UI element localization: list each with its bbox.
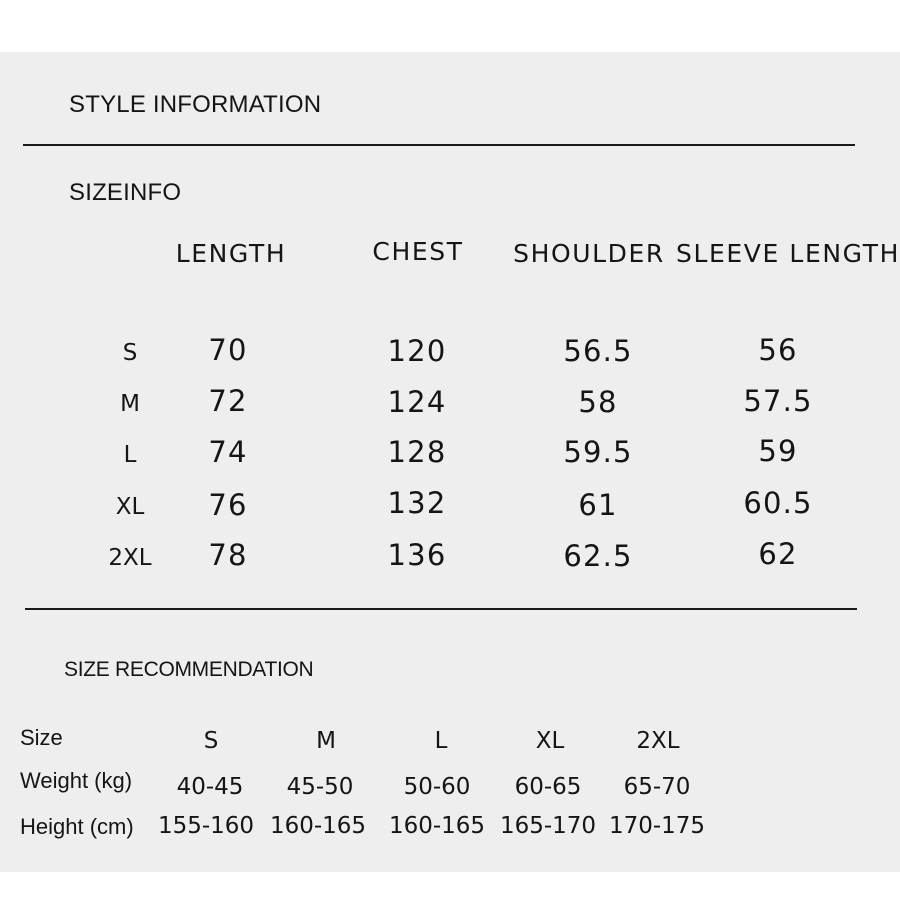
recommendation-cell: 170-175 bbox=[608, 813, 706, 839]
column-header-chest: CHEST bbox=[372, 237, 464, 266]
size-label-l: L bbox=[123, 442, 137, 468]
table-cell: 58 bbox=[578, 385, 618, 419]
column-header-sleeve-length: SLEEVE LENGTH bbox=[675, 239, 900, 268]
column-header-length: LENGTH bbox=[175, 239, 287, 268]
size-label-m: M bbox=[120, 391, 140, 417]
table-cell: 76 bbox=[208, 488, 248, 522]
table-cell: 128 bbox=[387, 435, 447, 469]
recommendation-cell: S bbox=[203, 728, 219, 754]
recommendation-cell: 160-165 bbox=[269, 813, 367, 839]
table-cell: 70 bbox=[208, 333, 248, 367]
recommendation-cell: M bbox=[316, 728, 336, 754]
table-cell: 124 bbox=[387, 385, 447, 419]
table-cell: 59 bbox=[758, 434, 798, 468]
recommendation-cell: 2XL bbox=[636, 728, 680, 754]
recommendation-cell: XL bbox=[535, 728, 565, 754]
table-cell: 132 bbox=[387, 486, 447, 520]
size-label-xl: XL bbox=[115, 494, 145, 520]
recommendation-cell: 40-45 bbox=[176, 774, 244, 800]
size-label-2xl: 2XL bbox=[108, 545, 152, 571]
table-cell: 120 bbox=[387, 334, 447, 368]
table-cell: 72 bbox=[208, 384, 248, 418]
table-cell: 56.5 bbox=[563, 334, 633, 368]
middle-divider bbox=[25, 608, 857, 610]
table-cell: 78 bbox=[208, 538, 248, 572]
recommendation-row-label-weight: Weight (kg) bbox=[20, 768, 133, 793]
recommendation-cell: L bbox=[434, 728, 448, 754]
table-cell: 74 bbox=[208, 435, 248, 469]
recommendation-cell: 160-165 bbox=[388, 813, 486, 839]
table-cell: 57.5 bbox=[743, 384, 813, 418]
recommendation-cell: 155-160 bbox=[157, 813, 255, 839]
recommendation-cell: 165-170 bbox=[499, 813, 597, 839]
column-header-shoulder: SHOULDER bbox=[513, 239, 665, 268]
size-recommendation-title: SIZE RECOMMENDATION bbox=[64, 658, 314, 681]
recommendation-cell: 50-60 bbox=[403, 774, 471, 800]
page-title: STYLE INFORMATION bbox=[69, 91, 322, 118]
table-cell: 59.5 bbox=[563, 435, 633, 469]
table-cell: 62.5 bbox=[563, 539, 633, 573]
recommendation-row-label-size: Size bbox=[20, 725, 63, 750]
recommendation-row-label-height: Height (cm) bbox=[20, 814, 134, 839]
table-cell: 60.5 bbox=[743, 486, 813, 520]
recommendation-cell: 60-65 bbox=[514, 774, 582, 800]
table-cell: 61 bbox=[578, 488, 618, 522]
table-cell: 136 bbox=[387, 538, 447, 572]
table-cell: 62 bbox=[758, 537, 798, 571]
table-cell: 56 bbox=[758, 333, 798, 367]
size-label-s: S bbox=[122, 340, 138, 366]
recommendation-cell: 45-50 bbox=[286, 774, 354, 800]
recommendation-cell: 65-70 bbox=[623, 774, 691, 800]
top-divider bbox=[23, 144, 855, 146]
size-info-label: SIZEINFO bbox=[69, 179, 182, 206]
